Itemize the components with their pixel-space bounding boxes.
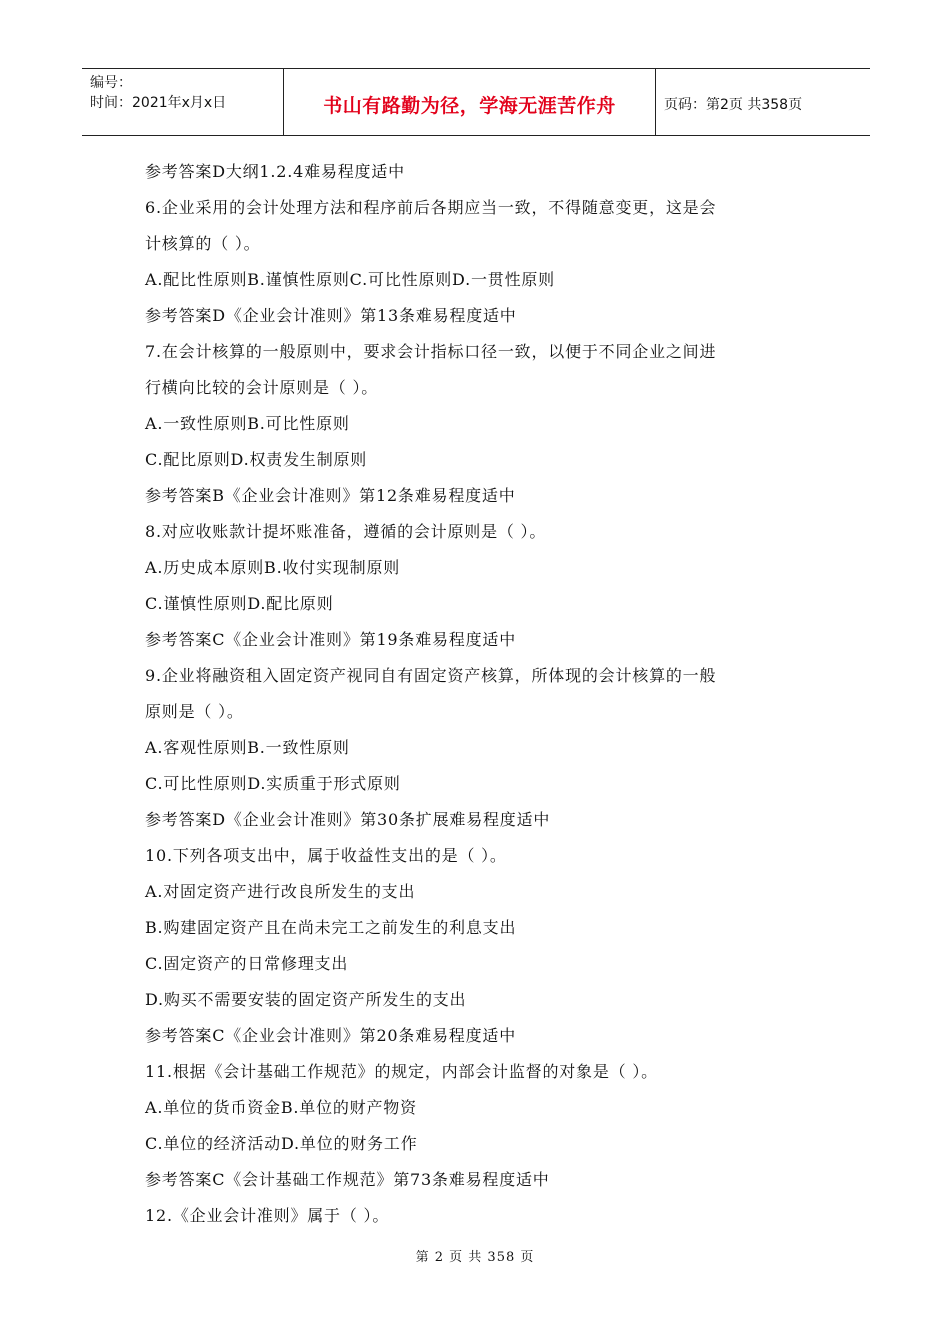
text-line: 参考答案D《企业会计准则》第30条扩展难易程度适中: [145, 810, 551, 829]
text-line: 参考答案C《企业会计准则》第19条难易程度适中: [145, 630, 517, 649]
text-line: C.配比原则D.权责发生制原则: [145, 450, 368, 469]
text-line: 行横向比较的会计原则是（ ）。: [145, 378, 379, 397]
page-footer: 第 2 页 共 358 页: [415, 1250, 535, 1265]
text-line: C.谨慎性原则D.配比原则: [145, 594, 334, 613]
text-line: A.一致性原则B.可比性原则: [145, 414, 350, 433]
text-line: 8.对应收账款计提坏账准备，遵循的会计原则是（ ）。: [145, 522, 547, 541]
text-line: 原则是（ ）。: [145, 702, 244, 721]
document-body: [145, 154, 815, 1234]
text-line: A.对固定资产进行改良所发生的支出: [145, 882, 416, 901]
document-number-label: 编号：: [90, 75, 132, 91]
text-line: 12.《企业会计准则》属于（ ）。: [145, 1206, 390, 1225]
text-line: 9.企业将融资租入固定资产视同自有固定资产核算，所体现的会计核算的一般: [145, 666, 717, 685]
header-meta: [82, 69, 284, 135]
text-line: 10.下列各项支出中，属于收益性支出的是（ ）。: [145, 846, 507, 865]
text-line: 计核算的（ ）。: [145, 234, 261, 253]
text-line: B.购建固定资产且在尚未完工之前发生的利息支出: [145, 918, 517, 937]
text-line: 参考答案C《会计基础工作规范》第73条难易程度适中: [145, 1170, 550, 1189]
text-line: 6.企业采用的会计处理方法和程序前后各期应当一致，不得随意变更，这是会: [145, 198, 717, 217]
header-page-info: 页码：第2页 共358页: [664, 97, 803, 113]
text-line: 参考答案C《企业会计准则》第20条难易程度适中: [145, 1026, 517, 1045]
text-line: 参考答案B《企业会计准则》第12条难易程度适中: [145, 486, 516, 505]
text-line: A.单位的货币资金B.单位的财产物资: [145, 1098, 417, 1117]
text-line: D.购买不需要安装的固定资产所发生的支出: [145, 990, 467, 1009]
text-line: C.单位的经济活动D.单位的财务工作: [145, 1134, 418, 1153]
text-line: A.配比性原则B.谨慎性原则C.可比性原则D.一贯性原则: [145, 270, 555, 289]
page-header: [82, 68, 870, 136]
text-line: 11.根据《会计基础工作规范》的规定，内部会计监督的对象是（ ）。: [145, 1062, 658, 1081]
text-line: 参考答案D大纲1.2.4难易程度适中: [145, 162, 405, 181]
text-line: A.客观性原则B.一致性原则: [145, 738, 350, 757]
document-date: 时间：2021年x月x日: [90, 95, 227, 111]
text-line: 7.在会计核算的一般原则中，要求会计指标口径一致，以便于不同企业之间进: [145, 342, 717, 361]
header-motto: 书山有路勤为径，学海无涯苦作舟: [284, 69, 656, 135]
text-line: A.历史成本原则B.收付实现制原则: [145, 558, 401, 577]
text-line: 参考答案D《企业会计准则》第13条难易程度适中: [145, 306, 517, 325]
text-line: C.可比性原则D.实质重于形式原则: [145, 774, 401, 793]
text-line: C.固定资产的日常修理支出: [145, 954, 349, 973]
